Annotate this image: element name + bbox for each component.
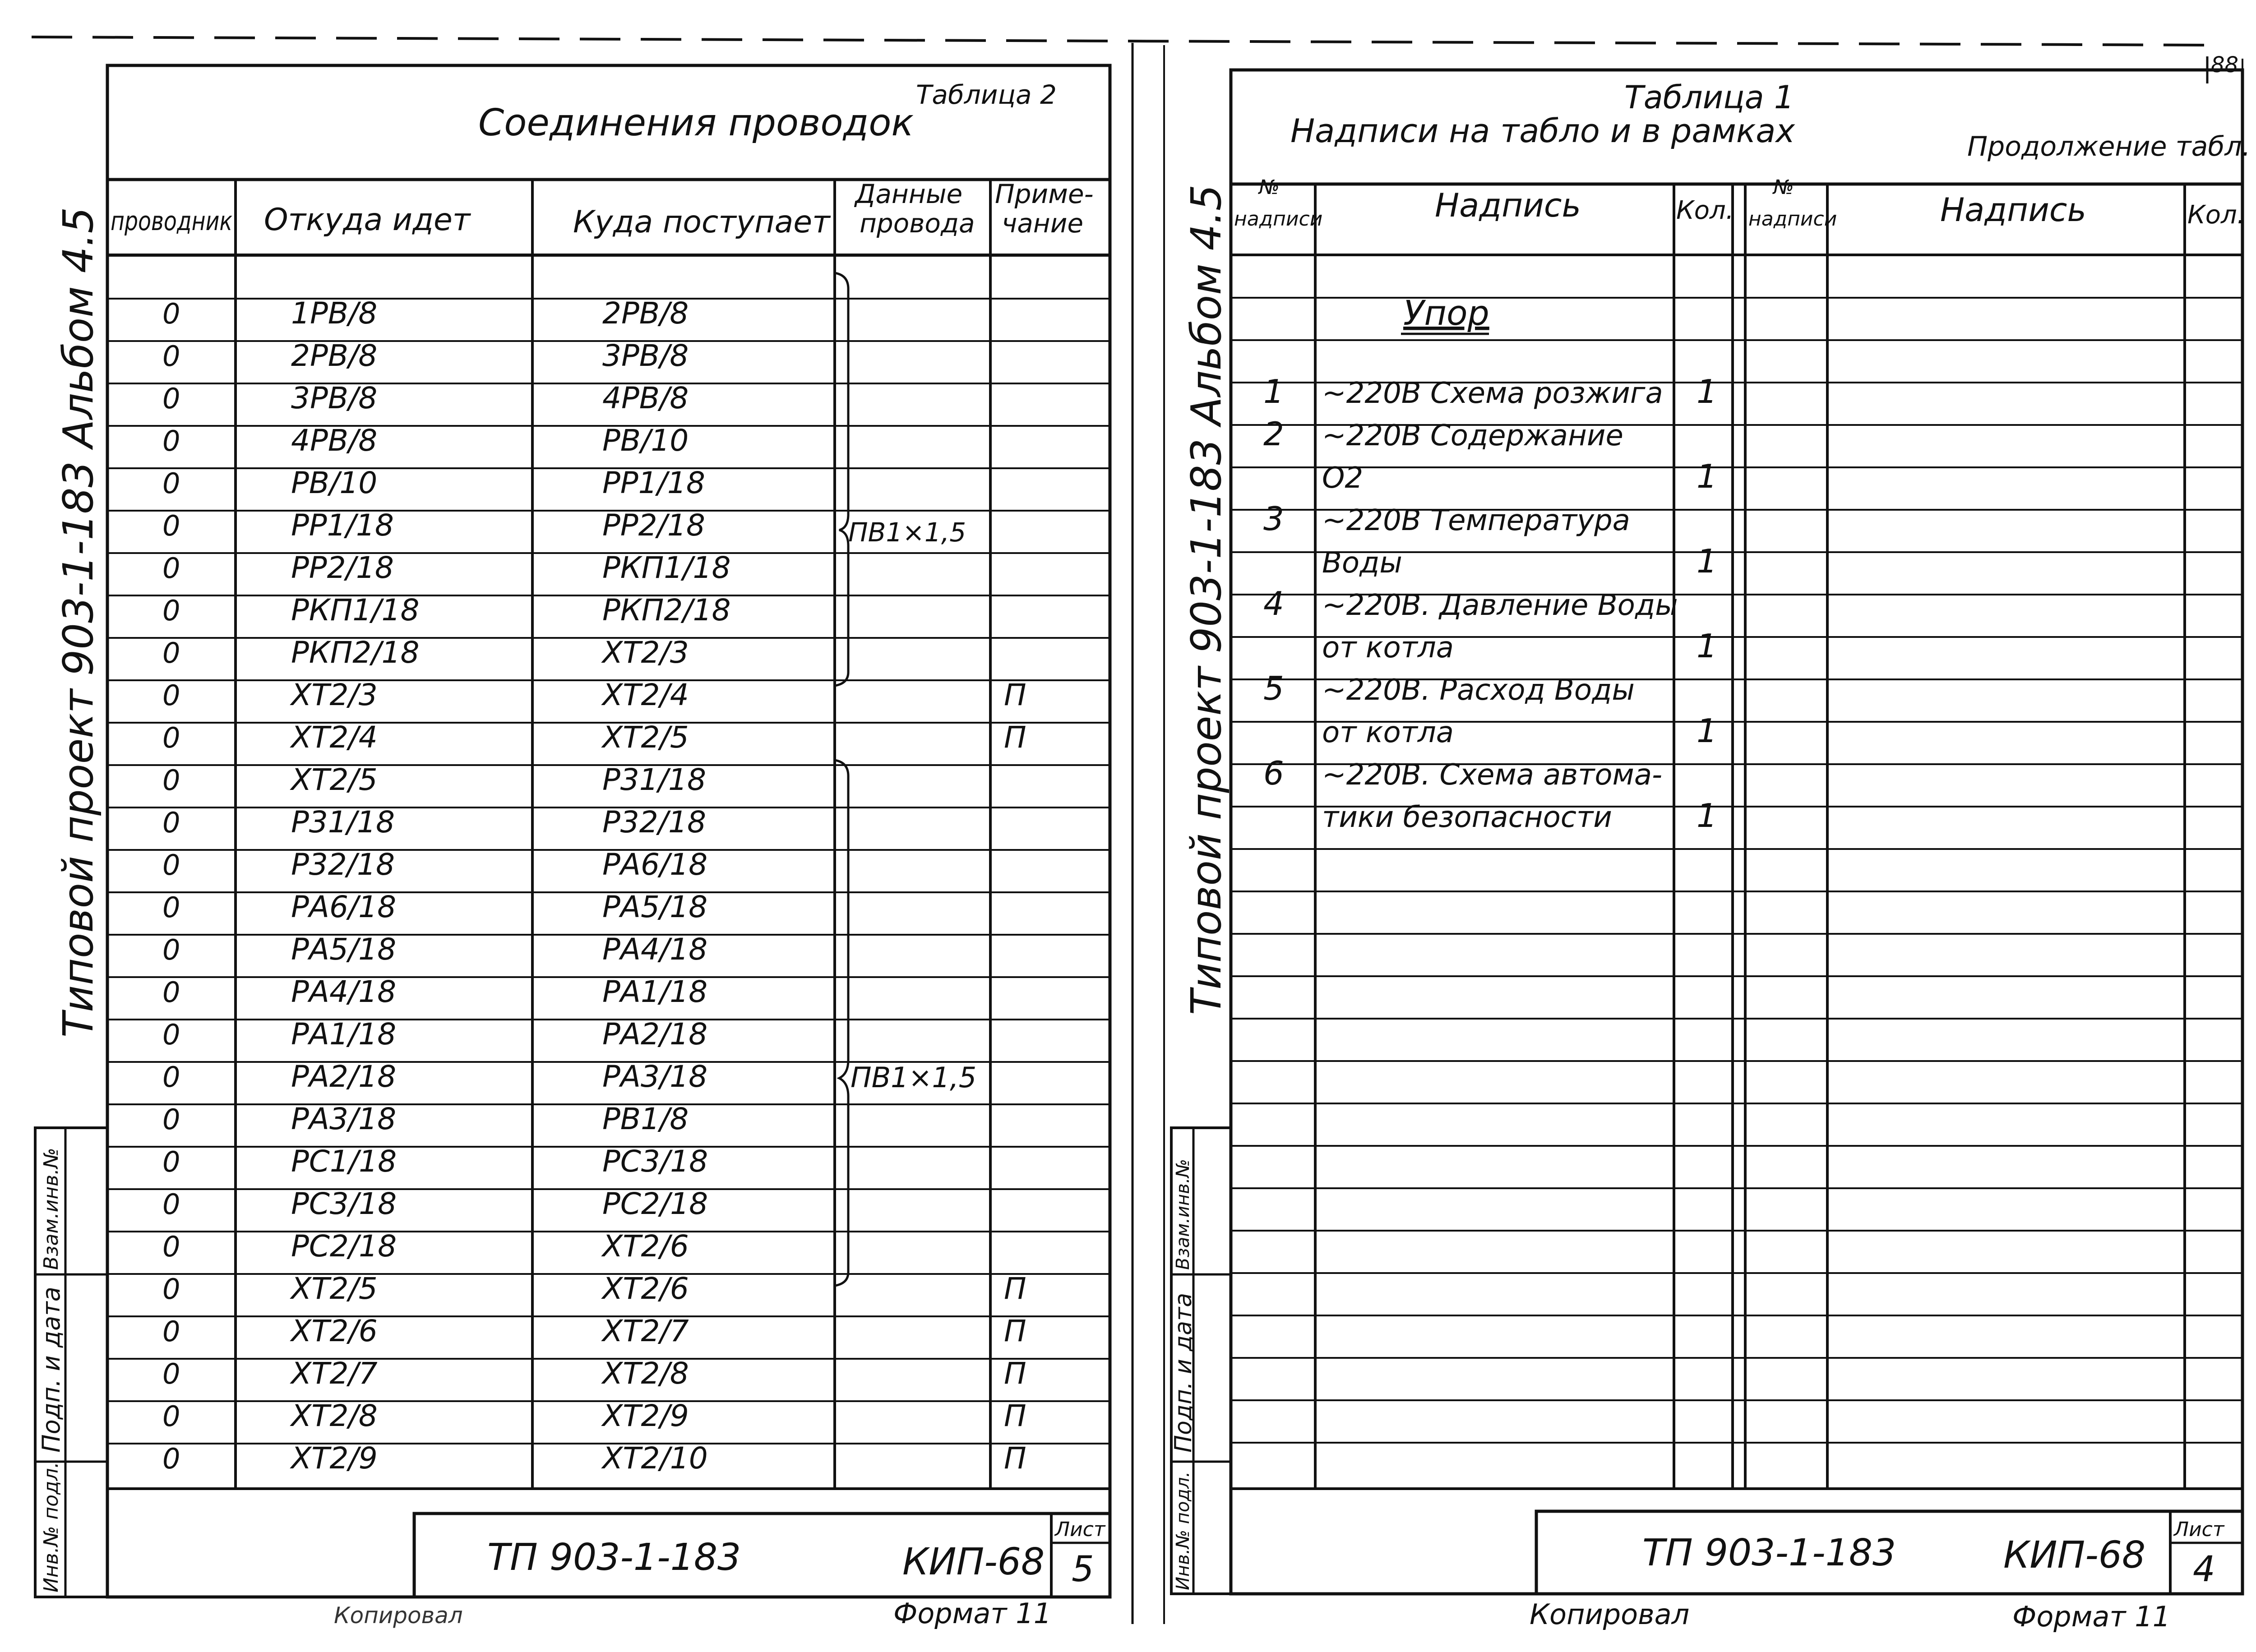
left-cell-to: РР1/18: [602, 466, 705, 500]
right-continuation: Продолжение табл.: [1967, 131, 2251, 162]
left-cell-to: РС3/18: [602, 1144, 708, 1179]
left-cell-to: ХТ2/3: [602, 635, 689, 670]
left-cell-wire: 0: [162, 764, 180, 797]
left-cell-to: РКП1/18: [602, 550, 731, 585]
right-sheet: [1170, 70, 2251, 1633]
left-cell-from: ХТ2/3: [291, 678, 378, 712]
left-cell-note: П: [1004, 1356, 1026, 1391]
right-cell-qty: 1: [1697, 627, 1717, 665]
left-cell-to: Р31/18: [602, 762, 707, 797]
right-footer-copied: Копировал: [1530, 1598, 1690, 1631]
left-cell-to: РС2/18: [602, 1186, 708, 1221]
left-cell-from: ХТ2/4: [291, 720, 378, 755]
left-header-data-2: провода: [860, 208, 975, 239]
left-cell-from: РС2/18: [291, 1229, 397, 1264]
right-header-no-2b: надписи: [1748, 208, 1837, 231]
left-stamp-code: ТП 903-1-183: [487, 1536, 741, 1579]
left-cell-from: РА1/18: [291, 1017, 397, 1052]
right-cell-text: от котла: [1322, 631, 1454, 664]
left-cell-from: РКП2/18: [291, 635, 420, 670]
left-cell-wire: 0: [162, 891, 180, 924]
top-cut-line: [32, 37, 2211, 45]
right-header-no-1: №: [1259, 176, 1280, 199]
right-cell-no: 2: [1263, 415, 1284, 453]
right-header-qty-2: Кол.: [2187, 200, 2245, 230]
left-cell-wire: 0: [162, 425, 180, 457]
left-header-wire: проводник: [111, 206, 232, 236]
wire-brace-2: [835, 760, 848, 1286]
left-cell-wire: 0: [162, 509, 180, 542]
left-cell-from: РА6/18: [291, 890, 397, 924]
left-cell-to: РА5/18: [602, 890, 708, 924]
left-cell-to: РА4/18: [602, 932, 708, 967]
right-cell-qty: 1: [1697, 542, 1717, 580]
left-cell-wire: 0: [162, 1357, 180, 1390]
right-cell-no: 6: [1263, 754, 1284, 792]
left-cell-to: Р32/18: [602, 805, 707, 840]
left-cell-from: Р31/18: [291, 805, 395, 840]
left-cell-to: РА3/18: [602, 1059, 708, 1094]
left-cell-wire: 0: [162, 1188, 180, 1221]
left-cell-to: ХТ2/8: [602, 1356, 689, 1391]
right-cell-text: ~220В Содержание: [1322, 419, 1623, 452]
left-cell-wire: 0: [162, 382, 180, 415]
left-side-caption: Типовой проект 903-1-183 Альбом 4.5: [54, 207, 102, 1038]
wire-group-label-2: ПВ1×1,5: [851, 1061, 977, 1094]
left-cell-from: ХТ2/5: [291, 762, 378, 797]
left-cell-wire: 0: [162, 1230, 180, 1263]
left-cell-from: РР1/18: [291, 508, 394, 543]
left-cell-wire: 0: [162, 340, 180, 373]
left-side-stamp: [35, 1128, 107, 1597]
right-footer-format: Формат 11: [2012, 1600, 2171, 1633]
left-cell-note: П: [1004, 1314, 1026, 1348]
left-cell-wire: 0: [162, 849, 180, 881]
right-header-qty-1: Кол.: [1676, 196, 1734, 225]
right-stamp-code: ТП 903-1-183: [1642, 1532, 1896, 1574]
right-header-no-1b: надписи: [1234, 208, 1323, 231]
left-cell-from: ХТ2/6: [291, 1314, 378, 1348]
left-cell-to: 2РВ/8: [602, 296, 689, 331]
right-cell-no: 5: [1263, 669, 1284, 707]
left-cell-to: РВ1/8: [602, 1102, 689, 1136]
left-stamp-doc: КИП-68: [902, 1541, 1045, 1583]
left-cell-from: РС1/18: [291, 1144, 397, 1179]
left-stamp-repl: Взам.инв.№: [40, 1148, 63, 1270]
left-cell-to: РА6/18: [602, 847, 708, 882]
left-cell-to: РКП2/18: [602, 593, 731, 628]
left-cell-from: 4РВ/8: [291, 423, 378, 458]
left-cell-from: ХТ2/9: [291, 1441, 378, 1476]
right-cell-no: 3: [1263, 500, 1284, 538]
right-cell-text: ~220В. Расход Воды: [1322, 674, 1635, 707]
left-cell-wire: 0: [162, 1145, 180, 1178]
left-header-to: Куда поступает: [573, 204, 830, 240]
left-table-label: Таблица 2: [916, 79, 1057, 110]
left-cell-wire: 0: [162, 679, 180, 712]
left-header-from: Откуда идет: [264, 202, 471, 238]
left-cell-to: ХТ2/9: [602, 1398, 689, 1433]
left-cell-from: РКП1/18: [291, 593, 420, 628]
left-cell-wire: 0: [162, 1442, 180, 1475]
right-cell-no: 1: [1263, 373, 1284, 411]
left-cell-note: П: [1004, 720, 1026, 755]
right-stamp-sheet-label: Лист: [2174, 1518, 2224, 1541]
right-stamp-inv: Инв.№ подл.: [1173, 1471, 1193, 1590]
left-cell-to: ХТ2/4: [602, 678, 689, 712]
right-cell-text: тики безопасности: [1322, 801, 1612, 834]
left-cell-from: 1РВ/8: [291, 296, 378, 331]
left-cell-wire: 0: [162, 1273, 180, 1306]
left-cell-wire: 0: [162, 1061, 180, 1094]
left-stamp-inv: Инв.№ подл.: [40, 1462, 63, 1592]
corner-sheet-number: 88: [2211, 52, 2239, 78]
left-cell-from: РА3/18: [291, 1102, 397, 1136]
left-cell-from: ХТ2/5: [291, 1271, 378, 1306]
right-stamp-sheet-no: 4: [2193, 1549, 2215, 1590]
left-footer-copied: Копировал: [334, 1602, 463, 1629]
left-cell-to: РР2/18: [602, 508, 705, 543]
left-cell-to: РА2/18: [602, 1017, 708, 1052]
left-cell-wire: 0: [162, 594, 180, 627]
right-cell-no: 4: [1263, 585, 1284, 623]
right-table-label: Таблица 1: [1624, 79, 1794, 116]
left-cell-from: РС3/18: [291, 1186, 397, 1221]
right-cell-qty: 1: [1697, 712, 1717, 750]
group-heading: Упор: [1403, 293, 1489, 333]
left-cell-to: 3РВ/8: [602, 338, 689, 373]
left-sheet: [35, 65, 1110, 1630]
left-cell-wire: 0: [162, 1018, 180, 1051]
right-row-lines: [1231, 298, 2242, 1443]
right-side-stamp: [1170, 1128, 1231, 1594]
left-header-note-1: Приме-: [995, 179, 1094, 209]
left-cell-wire: 0: [162, 976, 180, 1009]
left-cell-to: РВ/10: [602, 423, 689, 458]
left-cell-to: ХТ2/7: [602, 1314, 689, 1348]
left-cell-to: ХТ2/10: [602, 1441, 708, 1476]
wire-group-label-1: ПВ1×1,5: [848, 517, 966, 548]
left-title: Соединения проводок: [478, 102, 914, 144]
right-cell-text: Воды: [1322, 546, 1402, 580]
wire-brace-1: [835, 273, 848, 686]
left-cell-note: П: [1004, 1441, 1026, 1476]
right-cell-text: от котла: [1322, 716, 1454, 749]
left-cell-to: ХТ2/6: [602, 1229, 689, 1264]
left-cell-wire: 0: [162, 637, 180, 669]
right-side-caption: Типовой проект 903-1-183 Альбом 4.5: [1182, 184, 1230, 1015]
left-stamp-sheet-no: 5: [1072, 1549, 1094, 1590]
left-cell-from: 2РВ/8: [291, 338, 378, 373]
right-cell-text: ~220В Схема розжига: [1322, 377, 1663, 410]
right-stamp-doc: КИП-68: [2003, 1534, 2146, 1577]
right-cell-text: ~220В Температура: [1322, 504, 1630, 537]
left-cell-to: 4РВ/8: [602, 381, 689, 415]
right-stamp-sign: Подп. и дата: [1170, 1292, 1197, 1453]
left-cell-from: РР2/18: [291, 550, 394, 585]
left-cell-wire: 0: [162, 933, 180, 966]
left-stamp-sheet-label: Лист: [1055, 1518, 1105, 1541]
left-cell-wire: 0: [162, 552, 180, 585]
left-stamp-block: [414, 1514, 1110, 1597]
right-header-text-1: Надпись: [1435, 186, 1581, 224]
right-cell-qty: 1: [1697, 457, 1717, 495]
left-cell-from: ХТ2/8: [291, 1398, 378, 1433]
left-cell-note: П: [1004, 678, 1026, 712]
left-cell-to: ХТ2/6: [602, 1271, 689, 1306]
left-header-note-2: чание: [1002, 208, 1084, 239]
left-cell-wire: 0: [162, 1103, 180, 1136]
right-header-no-2: №: [1773, 176, 1794, 199]
left-cell-note: П: [1004, 1398, 1026, 1433]
left-cell-from: ХТ2/7: [291, 1356, 378, 1391]
left-cell-to: РА1/18: [602, 974, 708, 1009]
left-cell-from: 3РВ/8: [291, 381, 378, 415]
left-cell-wire: 0: [162, 297, 180, 330]
left-cell-to: ХТ2/5: [602, 720, 689, 755]
right-cell-qty: 1: [1697, 373, 1717, 411]
left-cell-from: РА5/18: [291, 932, 397, 967]
left-cell-wire: 0: [162, 467, 180, 500]
left-footer-format: Формат 11: [893, 1597, 1052, 1630]
right-header-text-2: Надпись: [1940, 191, 2086, 229]
left-cell-wire: 0: [162, 1315, 180, 1348]
left-cell-from: Р32/18: [291, 847, 395, 882]
left-cell-wire: 0: [162, 1400, 180, 1433]
right-cell-text: ~220В. Давление Воды: [1322, 589, 1678, 622]
left-cell-from: РА2/18: [291, 1059, 397, 1094]
left-cell-note: П: [1004, 1271, 1026, 1306]
right-rows: [1263, 373, 1717, 835]
right-title: Надписи на табло и в рамках: [1290, 112, 1795, 150]
right-stamp-repl: Взам.инв.№: [1173, 1158, 1193, 1270]
left-cell-wire: 0: [162, 806, 180, 839]
left-cell-from: РВ/10: [291, 466, 378, 500]
left-header-data-1: Данные: [855, 179, 963, 209]
right-cell-text: О2: [1322, 461, 1364, 495]
left-cell-wire: 0: [162, 721, 180, 754]
left-rows: [162, 296, 1026, 1476]
right-cell-qty: 1: [1697, 797, 1717, 835]
left-stamp-sign: Подп. и дата: [37, 1287, 65, 1453]
right-stamp-block: [1536, 1511, 2242, 1594]
right-cell-text: ~220В. Схема автома-: [1322, 758, 1663, 792]
left-cell-from: РА4/18: [291, 974, 397, 1009]
